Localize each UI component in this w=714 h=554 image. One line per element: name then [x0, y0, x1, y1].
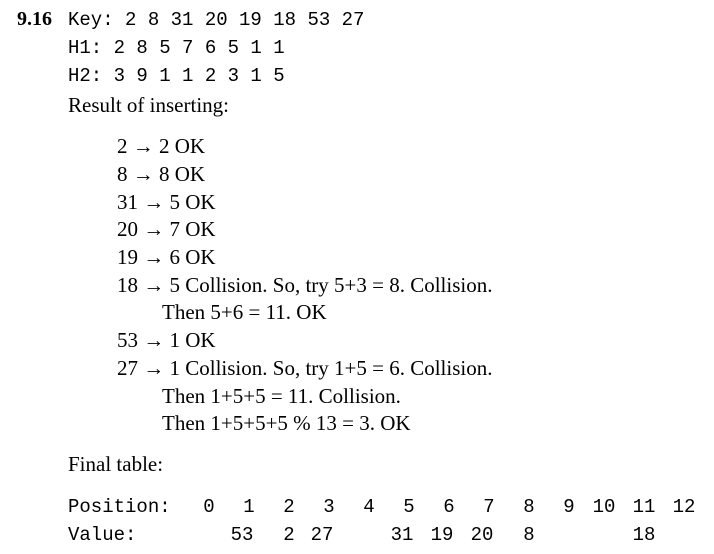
- position-cell: 8: [523, 496, 535, 518]
- insertion-line: 31 → 5 OK: [117, 190, 216, 214]
- insertion-line: 20 → 7 OK: [117, 217, 216, 241]
- position-cell: 12: [672, 496, 696, 518]
- position-cell: 9: [563, 496, 575, 518]
- insertion-line: 27 → 1 Collision. So, try 1+5 = 6. Collision.: [117, 356, 493, 380]
- value-cell: 18: [632, 524, 656, 546]
- value-cell: 20: [470, 524, 494, 546]
- value-label: Value:: [68, 524, 137, 546]
- position-cell: 6: [443, 496, 455, 518]
- h1-line: H1: 2 8 5 7 6 5 1 1: [68, 37, 285, 59]
- value-cell: 27: [310, 524, 334, 546]
- position-cell: 3: [323, 496, 335, 518]
- insertion-line: 19 → 6 OK: [117, 245, 216, 269]
- position-cell: 11: [632, 496, 656, 518]
- insertion-continuation: Then 5+6 = 11. OK: [162, 300, 327, 324]
- insertion-line: 18 → 5 Collision. So, try 5+3 = 8. Collision.: [117, 273, 493, 297]
- insertion-continuation: Then 1+5+5 = 11. Collision.: [162, 384, 401, 408]
- value-cell: 31: [390, 524, 414, 546]
- h2-line: H2: 3 9 1 1 2 3 1 5: [68, 65, 285, 87]
- position-cell: 10: [592, 496, 616, 518]
- value-cell: 19: [430, 524, 454, 546]
- problem-number: 9.16: [17, 8, 52, 30]
- value-cell: 8: [523, 524, 535, 546]
- position-label: Position:: [68, 496, 171, 518]
- insertion-line: 8 → 8 OK: [117, 162, 206, 186]
- insertion-line: 2 → 2 OK: [117, 134, 206, 158]
- position-cell: 4: [363, 496, 375, 518]
- position-cell: 7: [483, 496, 495, 518]
- final-table-heading: Final table:: [68, 452, 164, 476]
- position-cell: 2: [283, 496, 295, 518]
- result-heading: Result of inserting:: [68, 93, 229, 117]
- key-line: Key: 2 8 31 20 19 18 53 27: [68, 9, 365, 31]
- value-cell: 2: [283, 524, 295, 546]
- insertion-continuation: Then 1+5+5+5 % 13 = 3. OK: [162, 411, 411, 435]
- insertion-line: 53 → 1 OK: [117, 328, 216, 352]
- position-cell: 5: [403, 496, 415, 518]
- position-cell: 0: [203, 496, 215, 518]
- value-cell: 53: [230, 524, 254, 546]
- position-cell: 1: [243, 496, 255, 518]
